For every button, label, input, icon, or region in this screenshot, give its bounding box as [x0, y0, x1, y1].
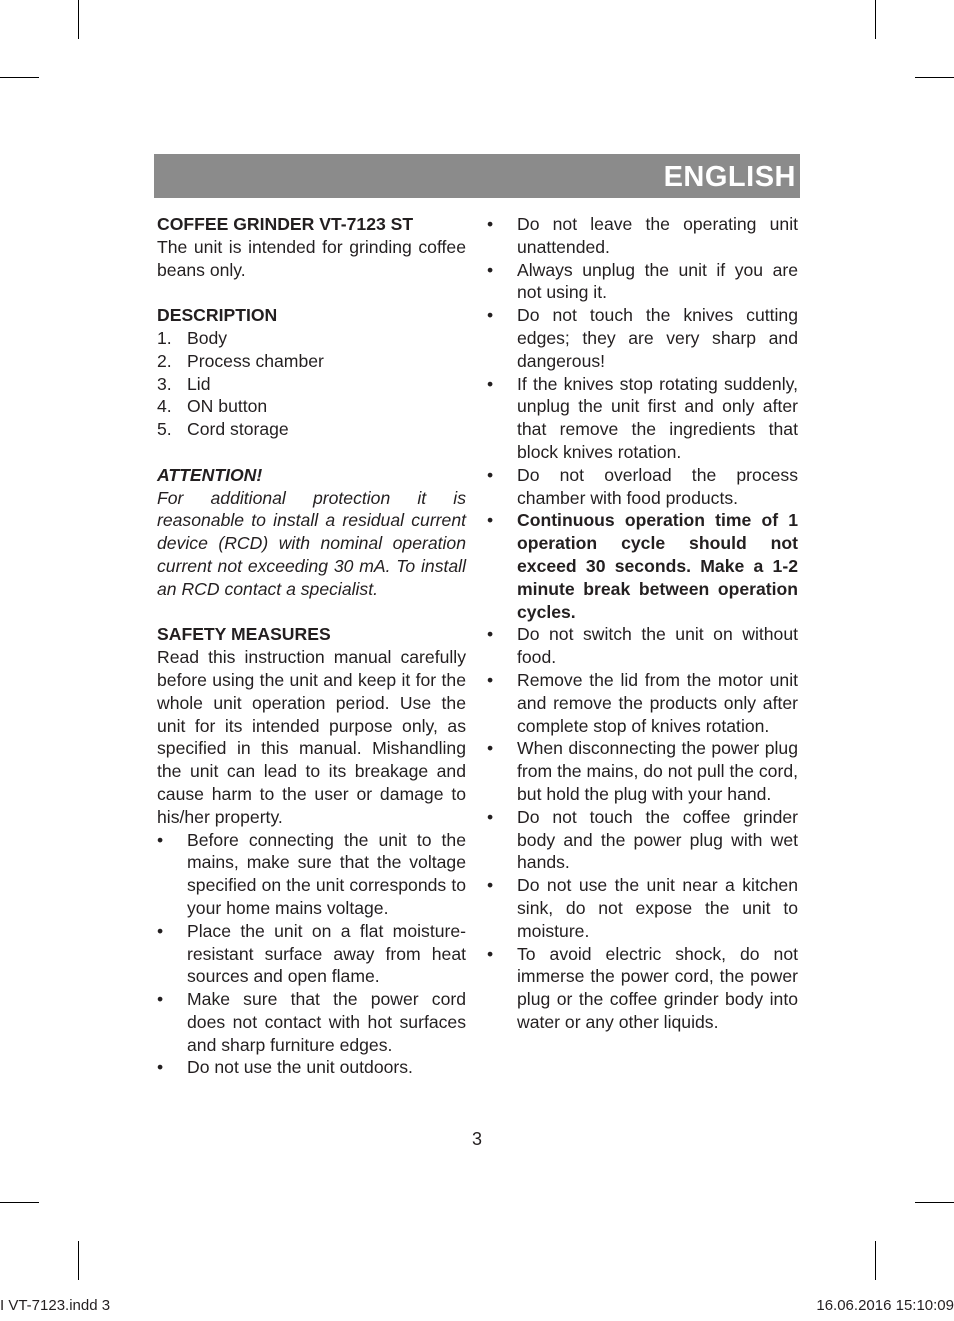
list-item: • If the knives stop rotating suddenly, unplug the unit first and only after that remove the ingredients that block knives rotation.	[487, 373, 798, 462]
crop-mark-right-top	[915, 77, 954, 78]
list-item: • Do not use the unit near a kitchen sink, do not expose the unit to moisture.	[487, 875, 798, 941]
list-item: 2. Process chamber	[157, 350, 324, 371]
language-banner	[154, 154, 800, 198]
list-item: • When disconnecting the power plug from the mains, do not pull the cord, but hold the plug with your hand.	[487, 738, 798, 804]
list-item: 1. Body	[157, 327, 228, 348]
list-item: • Always unplug the unit if you are not using it.	[487, 259, 798, 303]
list-item: • Do not touch the knives cutting edges; they are very sharp and dangerous!	[487, 305, 798, 371]
list-item: • Do not switch the unit on without food.	[487, 624, 798, 668]
attention-text: For additional protection it is reasonable to install a residual current device (RCD) with nominal operation current not exceeding 30 mA. To install an RCD contact a specialist.	[157, 487, 466, 599]
list-item: • Before connecting the unit to the mains, make sure that the voltage specified on the unit corresponds to your home mains voltage.	[157, 829, 466, 918]
crop-mark-left-top	[0, 77, 39, 78]
crop-mark-bottom-left	[78, 1241, 79, 1280]
product-title: COFFEE GRINDER VT-7123 ST	[157, 214, 414, 234]
slug-file-name: I VT-7123.indd 3	[0, 1297, 111, 1314]
crop-mark-left-bottom	[0, 1202, 39, 1203]
list-item: 4. ON button	[157, 396, 268, 417]
list-item: • Make sure that the power cord does not contact with hot surfaces and sharp furniture edges.	[157, 989, 466, 1055]
list-item: • Do not touch the coffee grinder body and the power plug with wet hands.	[487, 806, 798, 873]
crop-mark-top-left	[78, 0, 79, 39]
attention-heading: ATTENTION!	[157, 464, 263, 485]
list-item: • Do not leave the operating unit unattended.	[487, 214, 798, 257]
list-item: 5. Cord storage	[157, 419, 289, 440]
list-item: 3. Lid	[157, 373, 211, 394]
description-heading: DESCRIPTION	[157, 305, 278, 326]
intro-text: The unit is intended for grinding coffee beans only.	[157, 236, 466, 280]
right-column	[487, 213, 798, 1034]
crop-mark-bottom-right	[875, 1241, 876, 1280]
list-item: • Do not use the unit outdoors.	[157, 1057, 413, 1078]
page-number: 3	[472, 1129, 483, 1149]
warning-list-item: • Continuous operation time of 1 operation cycle should not exceed 30 seconds. Make a 1-2 minute break between operation cycles.	[487, 510, 798, 622]
language-title: ENGLISH	[663, 161, 796, 193]
list-item: • To avoid electric shock, do not immerse the power cord, the power plug or the coffee grinder body into water or any other liquids.	[487, 943, 798, 1032]
crop-mark-right-bottom	[915, 1202, 954, 1203]
slug-datetime: 16.06.2016 15:10:09	[816, 1297, 954, 1314]
description-list	[157, 327, 466, 441]
crop-mark-top-right	[875, 0, 876, 39]
safety-intro: Read this instruction manual carefully before using the unit and keep it for the whole unit operation period. Use the unit for its intended purpose only, as specified in this manual. Mishandling the unit can lead to its breakage and cause harm to the user or damage to his/her property.	[157, 647, 466, 827]
safety-heading: SAFETY MEASURES	[157, 624, 331, 645]
left-column	[157, 213, 466, 1079]
list-item: • Remove the lid from the motor unit and remove the products only after complete stop of knives rotation.	[487, 669, 798, 736]
list-item: • Do not overload the process chamber with food products.	[487, 464, 798, 508]
list-item: • Place the unit on a flat moisture-resistant surface away from heat sources and open flame.	[157, 920, 466, 987]
